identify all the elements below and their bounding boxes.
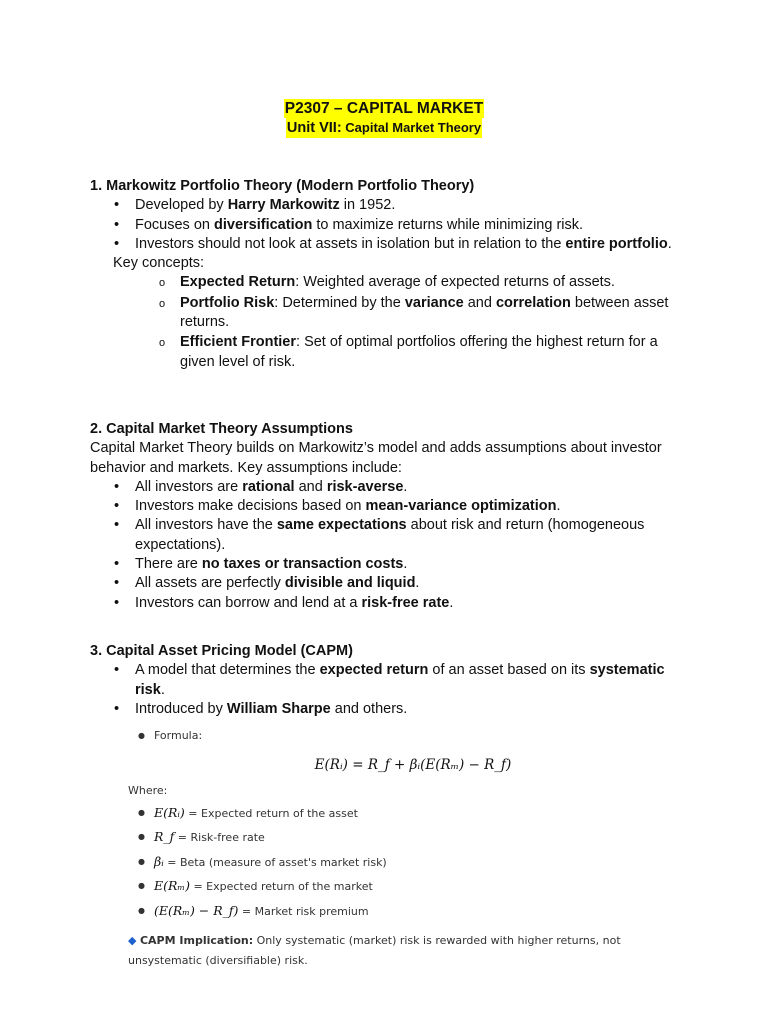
capm-formula: E(Rᵢ) = R_f + βᵢ(E(Rₘ) − R_f) — [314, 756, 512, 773]
list-item: • Developed by Harry Markowitz in 1952. — [90, 196, 690, 215]
list-item: • Focuses on diversification to maximize returns while minimizing risk. — [90, 216, 690, 235]
course-title: P2307 – CAPITAL MARKET — [284, 100, 484, 117]
list-item: o Expected Return: Weighted average of expected returns of assets. — [90, 273, 690, 292]
list-item: o Portfolio Risk: Determined by the variance and correlation between asset returns. — [90, 294, 690, 333]
where-label: Where: — [128, 783, 168, 797]
bullet-icon: ● — [138, 731, 145, 740]
bullet-icon: ● — [138, 856, 145, 866]
list-item: • Investors make decisions based on mean-variance optimization. — [90, 497, 690, 516]
section-capm — [90, 642, 690, 719]
bullet-icon: ● — [138, 881, 145, 890]
section-assumptions — [90, 420, 690, 613]
diamond-icon: ◆ — [128, 934, 137, 947]
key-concepts-label: Key concepts: — [113, 255, 205, 272]
list-item: • Investors can borrow and lend at a risk-free rate. — [90, 594, 690, 613]
list-item: • A model that determines the expected return of an asset based on its systematic risk. — [90, 661, 690, 700]
definition-item: ● βᵢ = Beta (measure of asset's market risk) — [128, 850, 668, 875]
capm-formula-image — [128, 724, 668, 971]
unit-title: Unit VII: Capital Market Theory — [286, 120, 482, 136]
section-markowitz — [90, 177, 690, 373]
document-title — [0, 99, 768, 138]
list-item: • All assets are perfectly divisible and liquid. — [90, 574, 690, 593]
capm-implication: ◆ CAPM Implication: Only systematic (market) risk is rewarded with higher returns, not unsystematic (diversifiable) risk. — [128, 934, 621, 967]
formula-label-row: ● Formula: — [128, 724, 668, 749]
bullet-icon: ● — [138, 905, 145, 915]
definition-item: ● R_f = Risk-free rate — [128, 825, 668, 850]
definition-item: ● E(Rᵢ) = Expected return of the asset — [128, 801, 668, 826]
list-item: • Investors should not look at assets in isolation but in relation to the entire portfolio. — [90, 235, 690, 254]
definition-item: ● E(Rₘ) = Expected return of the market — [128, 874, 668, 899]
bullet-icon: ● — [138, 832, 145, 841]
list-item: • Introduced by William Sharpe and others. — [90, 700, 690, 719]
list-item: o Efficient Frontier: Set of optimal portfolios offering the highest return for a given level of risk. — [90, 333, 690, 372]
section-heading: 1. Markowitz Portfolio Theory (Modern Portfolio Theory) — [90, 178, 475, 194]
list-item: • There are no taxes or transaction costs. — [90, 555, 690, 574]
section-heading: 2. Capital Market Theory Assumptions — [90, 421, 353, 437]
list-item: • All investors are rational and risk-averse. — [90, 478, 690, 497]
bullet-icon: ● — [138, 807, 145, 817]
section-heading: 3. Capital Asset Pricing Model (CAPM) — [90, 643, 353, 659]
list-item: • All investors have the same expectations about risk and return (homogeneous expectations). — [90, 516, 690, 555]
section-intro: Capital Market Theory builds on Markowitz’s model and adds assumptions about investor behavior and markets. Key assumptions include: — [90, 440, 662, 476]
definition-item: ● (E(Rₘ) − R_f) = Market risk premium — [128, 899, 668, 924]
